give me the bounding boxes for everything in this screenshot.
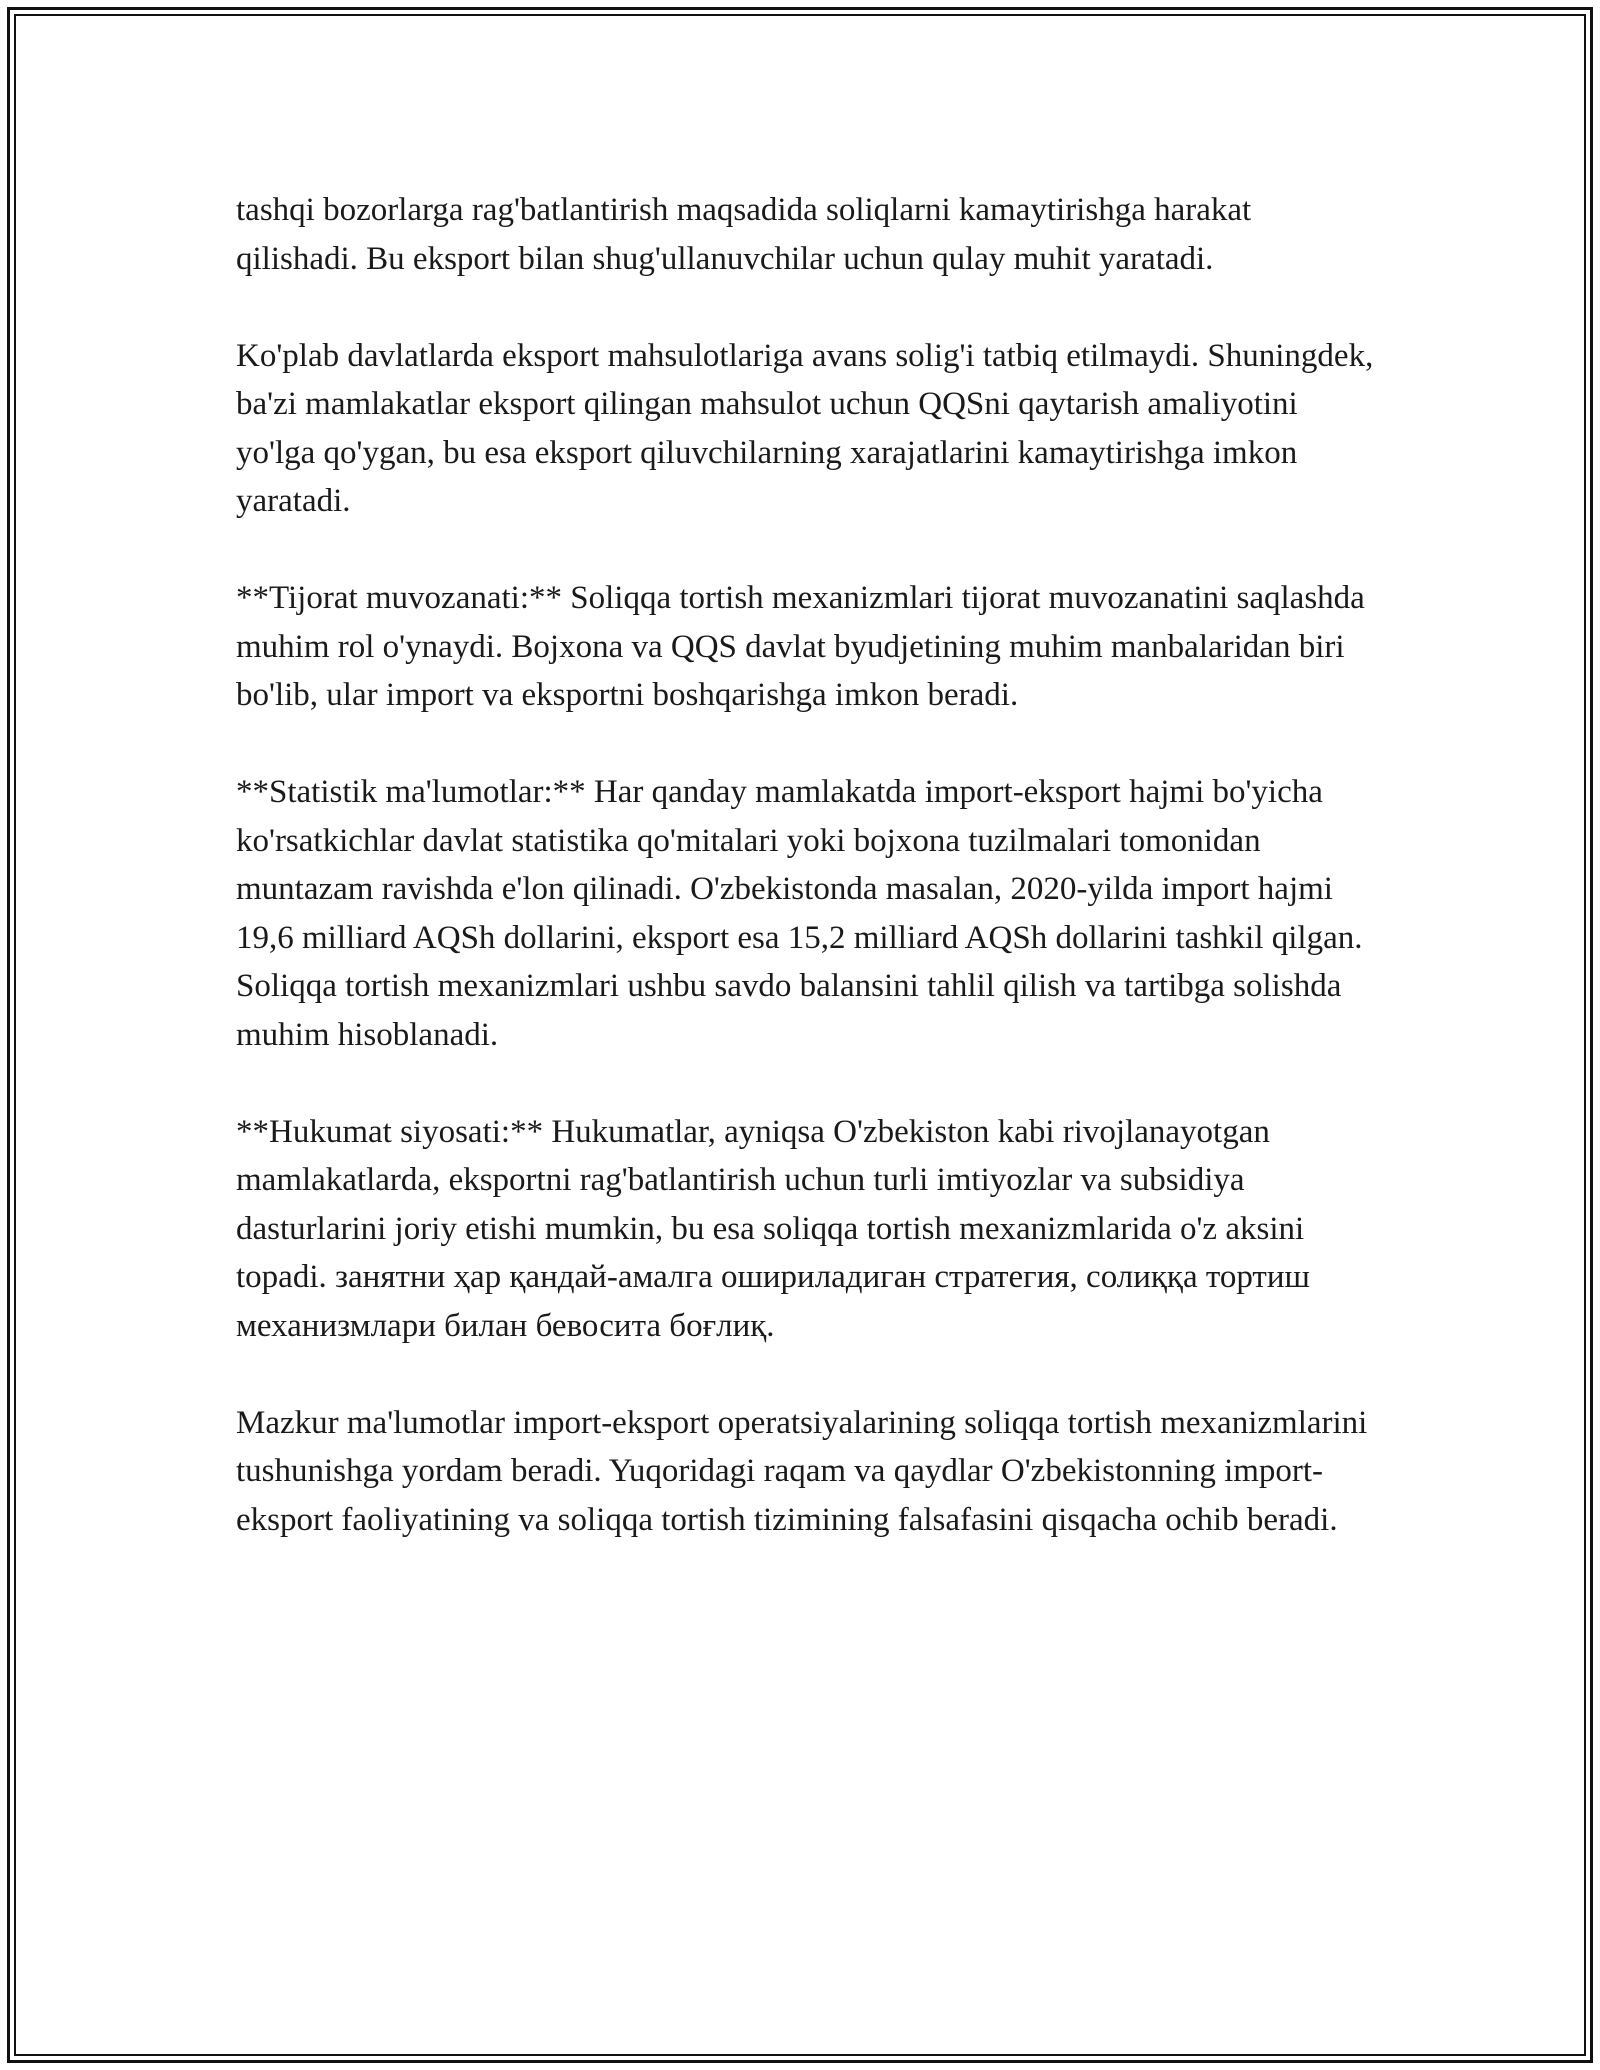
paragraph-government-policy: **Hukumat siyosati:** Hukumatlar, ayniqsa O'zbekiston kabi rivojlanayotgan mamlakatlarda, eksportni rag'batlantirish uchun turli imtiyozlar va subsidiya dasturlarini joriy etishi mumkin, bu esa soliqqa tortish mexanizmlarida o'z aksini topadi. занятни ҳар қандай-амалга ошириладиган стратегия, солиққа тортиш механизмлари билан бевосита боғлиқ.	[236, 1113, 1310, 1344]
paragraph-export-tax: Ko'plab davlatlarda eksport mahsulotlariga avans solig'i tatbiq etilmaydi. Shuningdek, ba'zi mamlakatlar eksport qilingan mahsulot uchun QQSni qaytarish amaliyotini yo'lga qo'ygan, bu esa eksport qiluvchilarning xarajatlarini kamaytirishga imkon yaratadi.	[236, 337, 1374, 519]
paragraph-conclusion: Mazkur ma'lumotlar import-eksport operatsiyalarining soliqqa tortish mexanizmlarini tushunishga yordam beradi. Yuqoridagi raqam va qaydlar O'zbekistonning import-eksport faoliyatining va soliqqa tortish tizimining falsafasini qisqacha ochib beradi.	[236, 1404, 1368, 1538]
paragraph-intro-continued: tashqi bozorlarga rag'batlantirish maqsadida soliqlarni kamaytirishga harakat qilishadi. Bu eksport bilan shug'ullanuvchilar uchun qulay muhit yaratadi.	[236, 192, 1252, 277]
document-body	[236, 186, 1376, 1593]
paragraph-statistics: **Statistik ma'lumotlar:** Har qanday mamlakatda import-eksport hajmi bo'yicha ko'rsatkichlar davlat statistika qo'mitalari yoki bojxona tuzilmalari tomonidan muntazam ravishda e'lon qilinadi. O'zbekistonda masalan, 2020-yilda import hajmi 19,6 milliard AQSh dollarini, eksport esa 15,2 milliard AQSh dollarini tashkil qilgan. Soliqqa tortish mexanizmlari ushbu savdo balansini tahlil qilish va tartibga solishda muhim hisoblanadi.	[236, 774, 1363, 1053]
paragraph-trade-balance: **Tijorat muvozanati:** Soliqqa tortish mexanizmlari tijorat muvozanatini saqlashda muhim rol o'ynaydi. Bojxona va QQS davlat byudjetining muhim manbalaridan biri bo'lib, ular import va eksportni boshqarishga imkon beradi.	[236, 580, 1365, 713]
